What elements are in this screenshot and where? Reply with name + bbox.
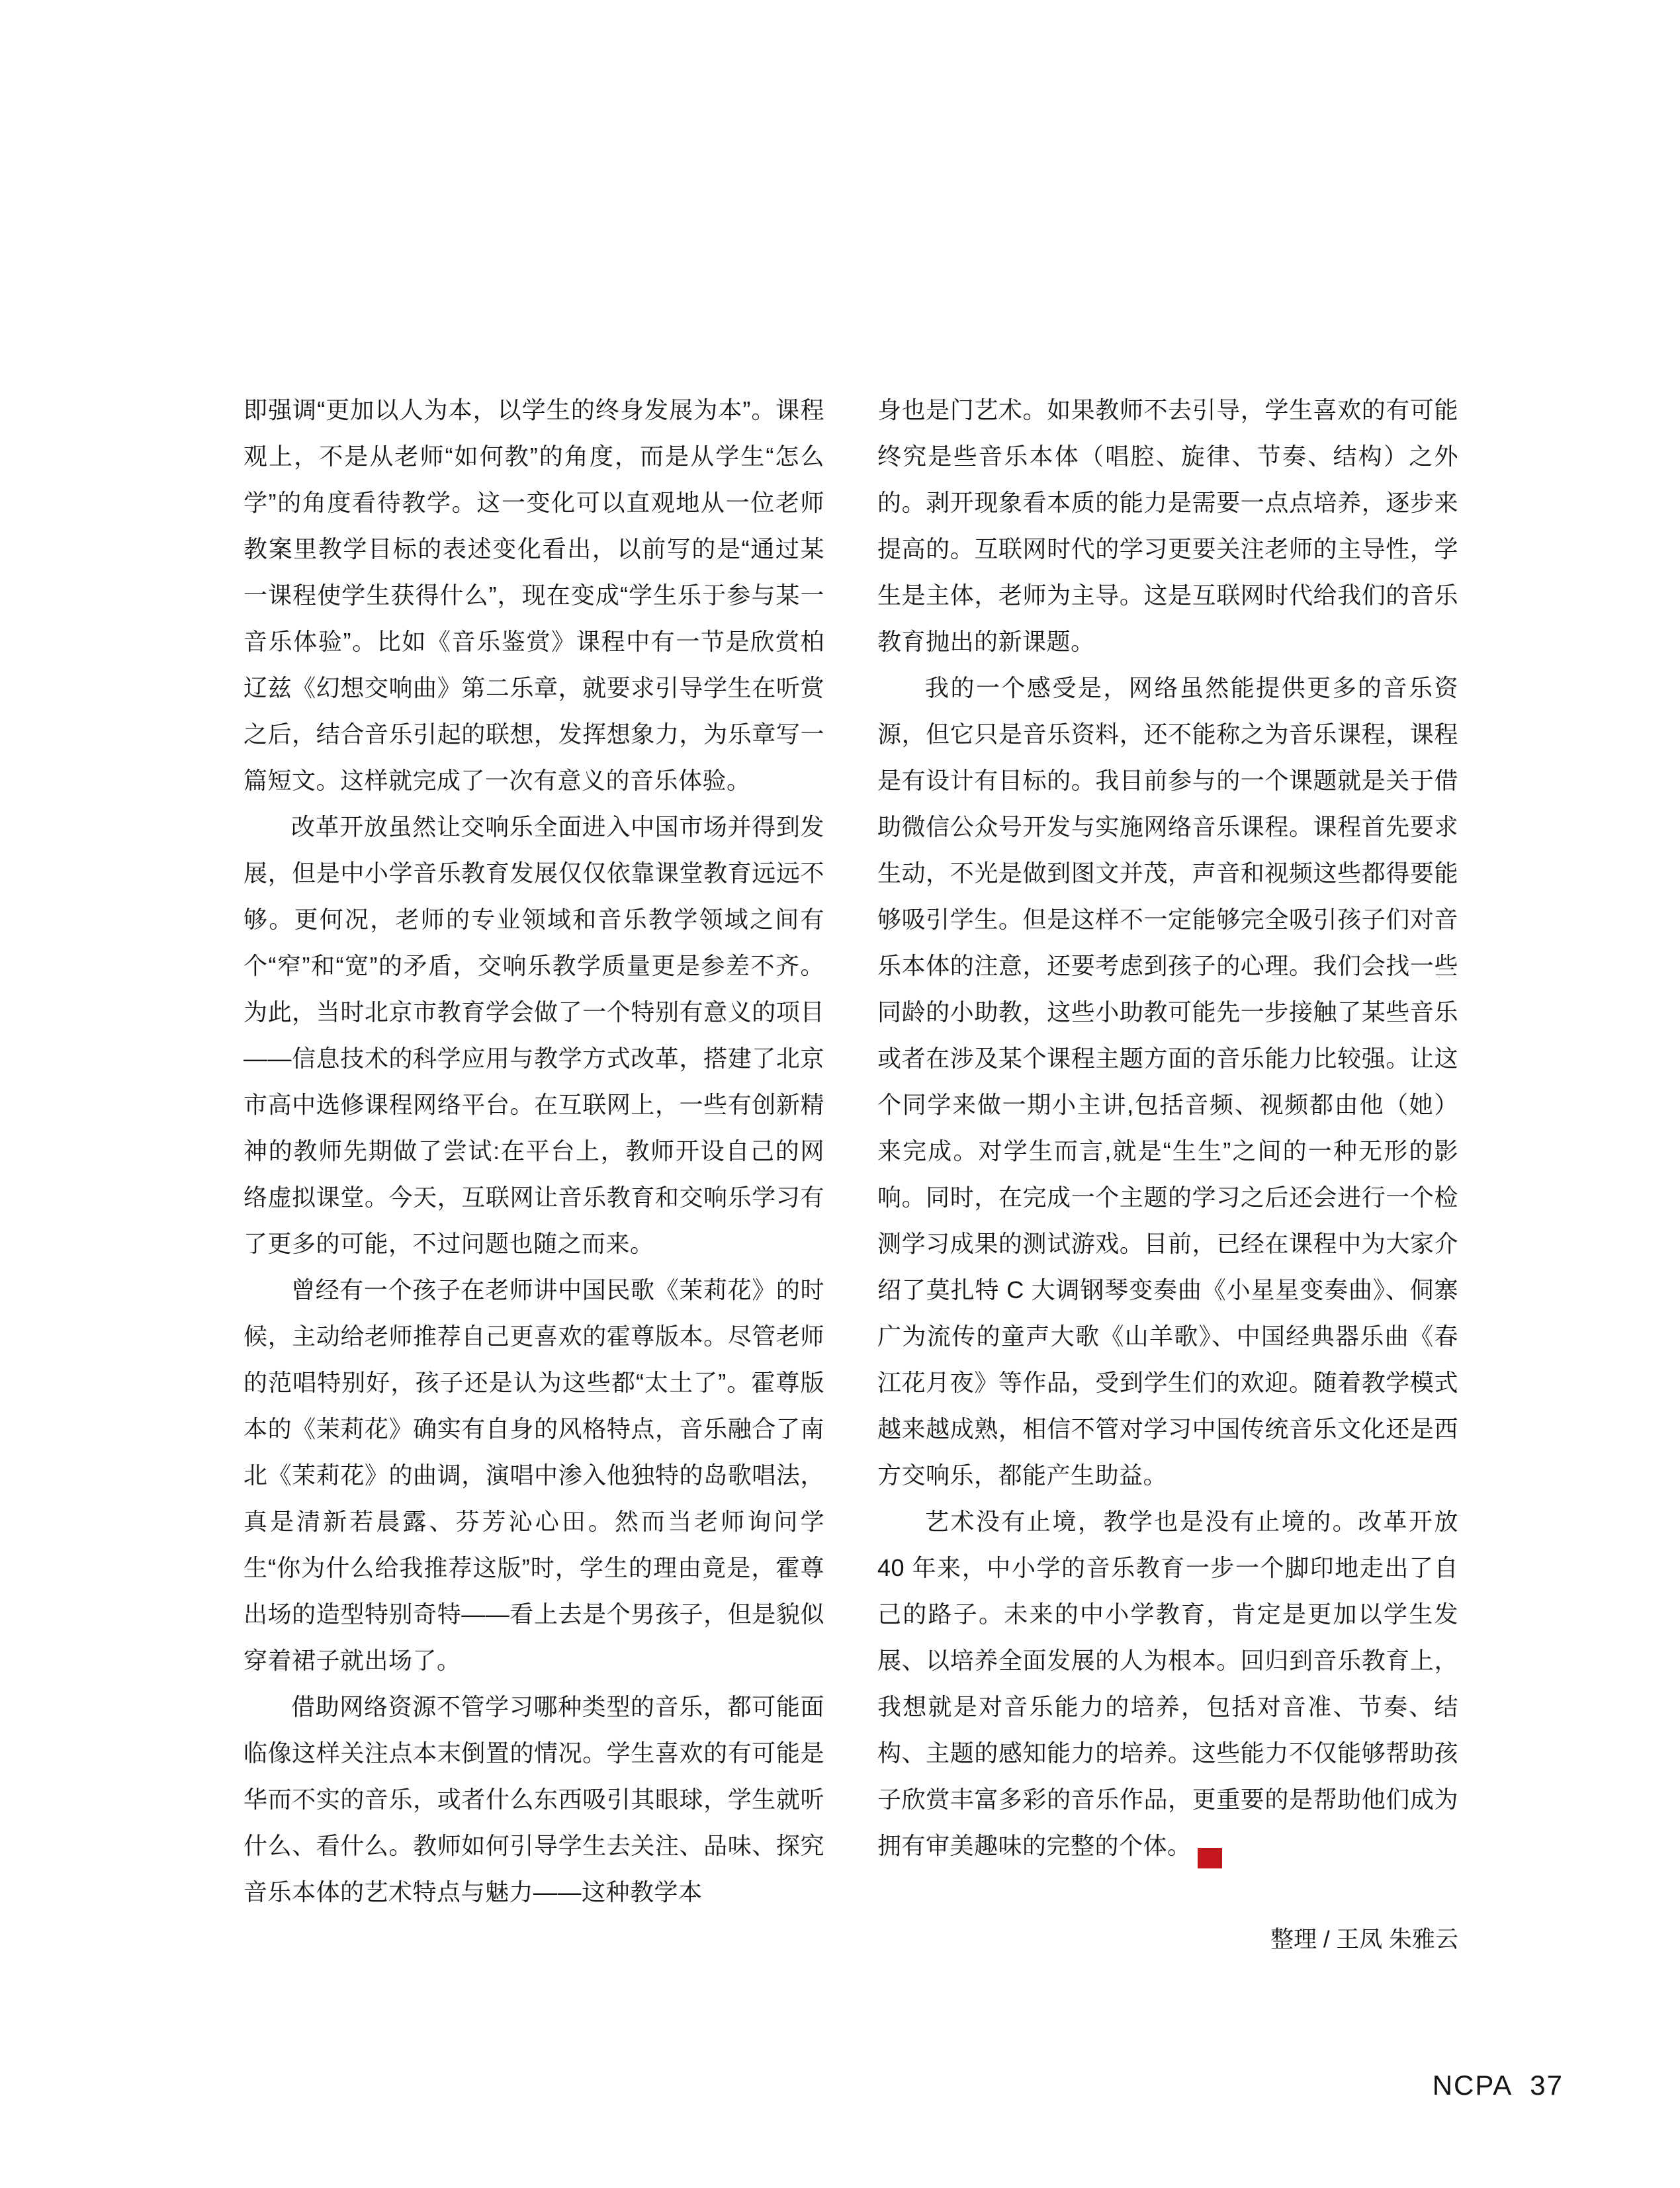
journal-name: NCPA [1432, 2070, 1513, 2101]
ncpa-end-mark-line: NC [1226, 1848, 1241, 1858]
paragraph: 借助网络资源不管学习哪种类型的音乐，都可能面临像这样关注点本末倒置的情况。学生喜欢的有可能是华而不实的音乐，或者什么东西吸引其眼球，学生就听什么、看什么。教师如何引导学生去关注、品味、探究音乐本体的艺术特点与魅力——这种教学本 [243, 1693, 824, 1905]
paragraph: 改革开放虽然让交响乐全面进入中国市场并得到发展，但是中小学音乐教育发展仅仅依靠课堂教育远远不够。更何况，老师的专业领域和音乐教学领域之间有个“窄”和“宽”的矛盾，交响乐教学质量更是参差不齐。为此，当时北京市教育学会做了一个特别有意义的项目——信息技术的科学应用与教学方式改革，搭建了北京市高中选修课程网络平台。在互联网上，一些有创新精神的教师先期做了尝试:在平台上，教师开设自己的网络虚拟课堂。今天，互联网让音乐教育和交响乐学习有了更多的可能，不过问题也随之而来。 [243, 813, 824, 1257]
article-body [243, 387, 1458, 1954]
paragraph: 艺术没有止境，教学也是没有止境的。改革开放 40 年来，中小学的音乐教育一步一个脚印地走出了自己的路子。未来的中小学教育，肯定是更加以学生发展、以培养全面发展的人为根本。回归到音乐教育上，我想就是对音乐能力的培养，包括对音准、节奏、结构、主题的感知能力的培养。这些能力不仅能够帮助孩子欣赏丰富多彩的音乐作品，更重要的是帮助他们成为拥有审美趣味的完整的个体。 NC PA [877, 1508, 1458, 1867]
paragraph: 我的一个感受是，网络虽然能提供更多的音乐资源，但它只是音乐资料，还不能称之为音乐课程，课程是有设计有目标的。我目前参与的一个课题就是关于借助微信公众号开发与实施网络音乐课程。课程首先要求生动，不光是做到图文并茂，声音和视频这些都得要能够吸引学生。但是这样不一定能够完全吸引孩子们对音乐本体的注意，还要考虑到孩子的心理。我们会找一些同龄的小助教，这些小助教可能先一步接触了某些音乐或者在涉及某个课程主题方面的音乐能力比较强。让这个同学来做一期小主讲,包括音频、视频都由他（她）来完成。对学生而言,就是“生生”之间的一种无形的影响。同时，在完成一个主题的学习之后还会进行一个检测学习成果的测试游戏。目前，已经在课程中为大家介绍了莫扎特 C 大调钢琴变奏曲《小星星变奏曲》、侗寨广为流传的童声大歌《山羊歌》、中国经典器乐曲《春江花月夜》等作品，受到学生们的欢迎。随着教学模式越来越成熟，相信不管对学习中国传统音乐文化还是西方交响乐，都能产生助益。 [877, 674, 1458, 1489]
right-column [877, 387, 1458, 1954]
page-footer [1433, 2070, 1564, 2101]
left-column [243, 387, 824, 1954]
ncpa-end-mark-icon [1198, 1848, 1241, 1868]
page-number: 37 [1530, 2070, 1564, 2101]
paragraph: 曾经有一个孩子在老师讲中国民歌《茉莉花》的时候，主动给老师推荐自己更喜欢的霍尊版本。尽管老师的范唱特别好，孩子还是认为这些都“太土了”。霍尊版本的《茉莉花》确实有自身的风格特点，音乐融合了南北《茉莉花》的曲调，演唱中渗入他独特的岛歌唱法，真是清新若晨露、芬芳沁心田。然而当老师询问学生“你为什么给我推荐这版”时，学生的理由竟是，霍尊出场的造型特别奇特——看上去是个男孩子，但是貌似穿着裙子就出场了。 [243, 1276, 824, 1674]
ncpa-end-mark-line: PA [1227, 1857, 1240, 1867]
paragraph: 身也是门艺术。如果教师不去引导，学生喜欢的有可能终究是些音乐本体（唱腔、旋律、节奏、结构）之外的。剥开现象看本质的能力是需要一点点培养，逐步来提高的。互联网时代的学习更要关注老师的主导性，学生是主体，老师为主导。这是互联网时代给我们的音乐教育抛出的新课题。 [877, 396, 1458, 655]
attribution: 整理 / 王凤 朱雅云 [1270, 1927, 1458, 1952]
paragraph: 即强调“更加以人为本，以学生的终身发展为本”。课程观上，不是从老师“如何教”的角度，而是从学生“怎么学”的角度看待教学。这一变化可以直观地从一位老师教案里教学目标的表述变化看出，以前写的是“通过某一课程使学生获得什么”，现在变成“学生乐于参与某一音乐体验”。比如《音乐鉴赏》课程中有一节是欣赏柏辽兹《幻想交响曲》第二乐章，就要求引导学生在听赏之后，结合音乐引起的联想，发挥想象力，为乐章写一篇短文。这样就完成了一次有意义的音乐体验。 [243, 396, 824, 794]
